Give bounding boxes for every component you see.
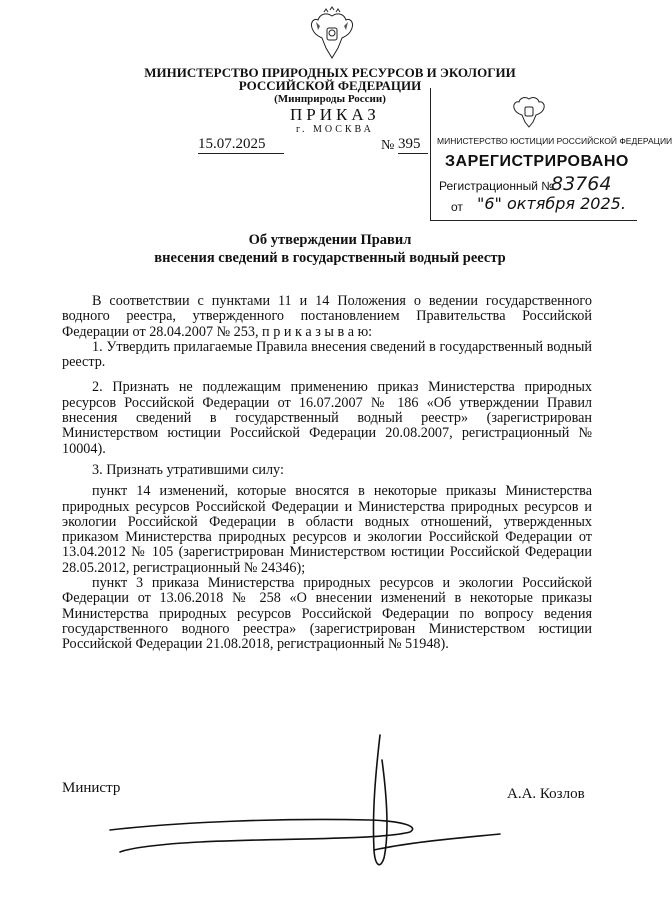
ministry-short-name: (Минприроды России) [274,93,386,105]
ministry-name-line1: МИНИСТЕРСТВО ПРИРОДНЫХ РЕСУРСОВ И ЭКОЛОГИИ [144,65,516,80]
handwritten-signature [80,730,550,880]
document-body [62,294,592,653]
paragraph-item-3: 3. Признать утратившими силу: [92,461,284,478]
registration-stamp [430,88,672,221]
ministry-name-line2: РОССИЙСКОЙ ФЕДЕРАЦИИ [238,78,422,93]
stamp-ministry: МИНИСТЕРСТВО ЮСТИЦИИ РОССИЙСКОЙ ФЕДЕРАЦИИ [437,136,672,146]
signer-name: А.А. Козлов [507,786,585,802]
coat-of-arms-emblem [308,8,356,62]
paragraph-item-3-2: пункт 3 приказа Министерства природных ресурсов и экологии Российской Федерации от 13.06.2018 № 258 «О внесении изменений в некоторые приказы Министерства природных ресурсов Российской Федерации по вопросу ведения государственного водного реестра» (зарегистрирован Министерством юстиции Российской Федерации 21.08.2018, регистрационный № 51948). [62,575,592,653]
stamp-reg-number: 83764 [551,173,612,195]
stamp-registered: ЗАРЕГИСТРИРОВАНО [445,153,629,170]
paragraph-preamble: В соответствии с пунктами 11 и 14 Положения о ведении государственного водного реестра, утвержденного постановлением Правительства Российской Федерации от 28.04.2007 № 253, п р и к а з ы в а ю: [62,293,592,340]
stamp-reg-label: Регистрационный № [439,179,555,193]
document-date: 15.07.2025 [198,136,284,154]
paragraph-item-1: 1. Утвердить прилагаемые Правила внесения сведений в государственный водный реестр. [62,338,592,371]
title-line2: внесения сведений в государственный водный реестр [154,250,506,266]
stamp-date-prefix: от [451,200,463,214]
signer-position: Министр [62,780,121,796]
paragraph-item-3-1: пункт 14 изменений, которые вносятся в некоторые приказы Министерства природных ресурсов Российской Федерации и Министерства природных ресурсов и экологии Российской Федерации в области водных отношений, утвержденных приказом Министерства природных ресурсов и экологии Российской Федерации от 13.04.2012 № 105 (зарегистрирован Министерством юстиции Российской Федерации 28.05.2012, регистрационный № 24346); [62,483,592,576]
paragraph-item-2: 2. Признать не подлежащим применению приказ Министерства природных ресурсов Российской Федерации от 16.07.2007 № 186 «Об утверждении Правил внесения сведений в государственный водный реестр» (зарегистрирован Министерством юстиции Российской Федерации 20.08.2007, регистрационный № 10004). [62,379,592,457]
title-line1: Об утверждении Правил [248,232,412,248]
stamp-emblem-icon [511,94,547,128]
document-number: 395 [398,136,428,154]
stamp-date: "6" октября 2025. [477,194,626,213]
city: г. МОСКВА [296,124,374,135]
document-type: ПРИКАЗ [290,105,380,124]
number-sign: № [381,138,395,153]
